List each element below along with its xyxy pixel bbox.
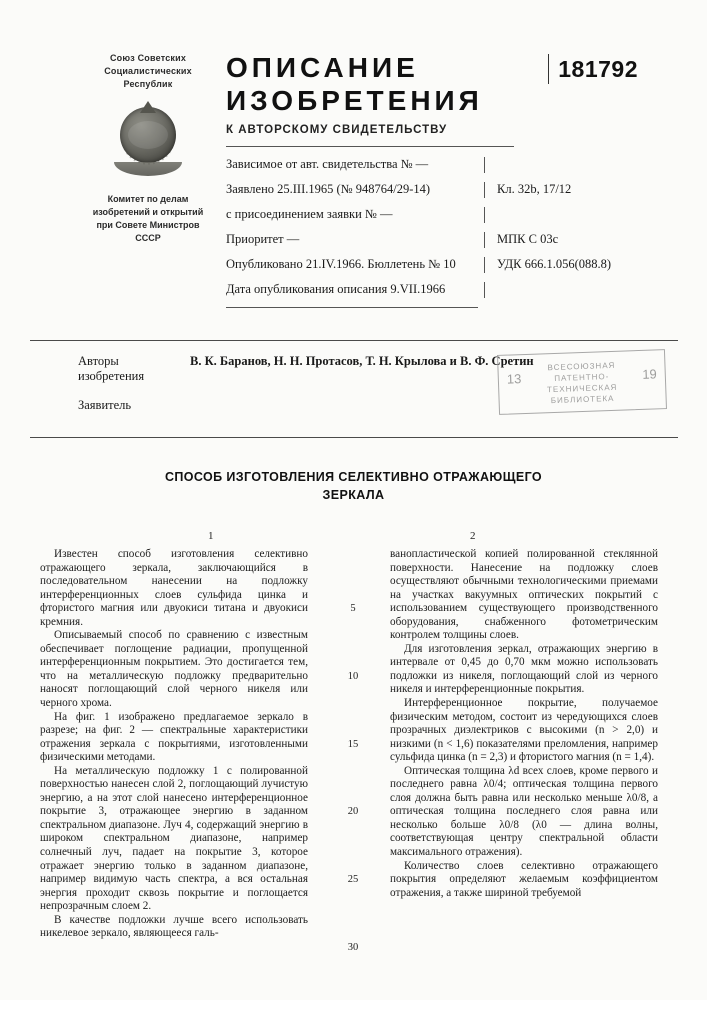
line-number: 5 bbox=[350, 603, 356, 615]
authors-label bbox=[78, 354, 190, 384]
line-number-slot bbox=[345, 805, 361, 873]
meta-table-bottom-divider bbox=[226, 307, 478, 308]
meta-filed: Заявлено 25.III.1965 (№ 948764/29-14) bbox=[226, 182, 485, 198]
table-row bbox=[226, 282, 638, 298]
body-column-left bbox=[40, 548, 308, 941]
state-name-line-2: Социалистических bbox=[104, 66, 192, 76]
paragraph: ванопластической копией полированной стеклянной поверхности. Нанесение на подложку слоев осуществляют обычными технологическими приемами на участках вакуумных оптических покрытий с использованием существующего производственного оборудования, снабженного фотометрическим контролем толщины слоев. bbox=[390, 548, 658, 642]
state-name bbox=[78, 52, 218, 91]
table-row bbox=[226, 257, 638, 273]
meta-udc: УДК 666.1.056(088.8) bbox=[497, 257, 612, 271]
meta-published: Опубликовано 21.IV.1966. Бюллетень № 10 bbox=[226, 257, 485, 273]
meta-right-0 bbox=[485, 157, 497, 173]
title-row bbox=[226, 52, 638, 84]
document-meta-table bbox=[226, 157, 638, 308]
invention-title-line-1: СПОСОБ ИЗГОТОВЛЕНИЯ СЕЛЕКТИВНО ОТРАЖАЮЩЕГО bbox=[164, 470, 543, 484]
stamp-line-4: БИБЛИОТЕКА bbox=[550, 393, 615, 406]
paragraph: Интерференционное покрытие, получаемое физическим методом, состоит из чередующихся слоев прозрачных диэлектриков с высокими (n > 2,0) и низкими (n < 1,6) показателями преломления, например сульфида цинка (n = 2,3) и фтористого магния (n = 1,4). bbox=[390, 697, 658, 764]
line-number: 15 bbox=[347, 738, 359, 750]
line-number-slot bbox=[345, 941, 361, 1009]
meta-right-2 bbox=[485, 207, 497, 223]
line-number: 25 bbox=[347, 874, 359, 886]
paragraph: Описываемый способ по сравнению с известным обеспечивает поглощение радиации, пропущенной интерференционным покрытием. Это достигается тем, что на металлическую подложку предварительно наносят поглощающий слой черного никеля или черного хрома. bbox=[40, 629, 308, 710]
committee-line-1: Комитет по делам bbox=[107, 194, 189, 204]
authors-bottom-divider bbox=[30, 437, 678, 438]
line-number-slot bbox=[345, 602, 361, 670]
meta-priority: Приоритет — bbox=[226, 232, 485, 248]
header-bottom-divider bbox=[30, 340, 678, 341]
committee-name bbox=[78, 193, 218, 245]
document-number: 181792 bbox=[548, 54, 638, 84]
body-column-right bbox=[390, 548, 658, 900]
state-name-line-3: Республик bbox=[123, 79, 173, 89]
emblem-star bbox=[140, 101, 156, 113]
paragraph: Количество слоев селективно отражающего покрытия определяют желаемым коэффициентом отражения, а также шириной требуемой bbox=[390, 859, 658, 899]
paragraph: Оптическая толщина λd всех слоев, кроме первого и последнего равна λ0/4; оптическая толщина первого слоя должна быть равна или несколько меньше λ0/8, а оптическая толщина последнего слоя равна или несколько больше λ0/8 (λ0 — длина волны, соответствующая центру спектральной области максимального отражения). bbox=[390, 764, 658, 859]
table-row bbox=[226, 232, 638, 248]
stamp-line-1: ВСЕСОЮЗНАЯ bbox=[547, 360, 616, 373]
table-row bbox=[226, 182, 638, 198]
emblem-column bbox=[78, 52, 218, 245]
stamp-line-2: ПАТЕНТНО- bbox=[554, 372, 610, 383]
table-row bbox=[226, 207, 638, 223]
meta-joined-application: с присоединением заявки № — bbox=[226, 207, 485, 223]
committee-line-2: изобретений и открытий bbox=[92, 207, 204, 217]
document-title-line-2: ИЗОБРЕТЕНИЯ bbox=[226, 85, 483, 116]
document-header bbox=[78, 52, 638, 337]
authors-names: В. К. Баранов, Н. Н. Протасов, Т. Н. Крылова и В. Ф. Сретин bbox=[190, 354, 534, 368]
library-stamp bbox=[497, 349, 667, 415]
stamp-number-left: 13 bbox=[506, 371, 522, 387]
line-number-slot bbox=[345, 873, 361, 941]
paragraph: На металлическую подложку 1 с полированной поверхностью нанесен слой 2, поглощающий лучистую энергию, а на этот слой нанесено интерференционное покрытие 3, отражающее энергию в заданном спектральном диапазоне. Луч 4, содержащий энергию в широком спектральном диапазоне, например солнечный луч, падает на покрытие 3, которое отражает энергию только в заданном диапазоне, например видимую часть спектра, а вся остальная энергия проходит сквозь покрытие и поглощается непрозрачным слоем 2. bbox=[40, 764, 308, 913]
stamp-number-right: 19 bbox=[642, 366, 658, 382]
emblem-globe bbox=[120, 107, 176, 163]
committee-line-4: СССР bbox=[135, 233, 161, 243]
state-name-line-1: Союз Советских bbox=[109, 53, 187, 63]
emblem-ribbon bbox=[114, 162, 182, 176]
committee-line-3: при Совете Министров bbox=[96, 220, 200, 230]
line-number: 10 bbox=[347, 670, 359, 682]
document-subtitle: К АВТОРСКОМУ СВИДЕТЕЛЬСТВУ bbox=[226, 124, 448, 136]
stamp-line-3: ТЕХНИЧЕСКАЯ bbox=[546, 382, 618, 395]
column-number-2: 2 bbox=[470, 530, 476, 542]
meta-description-date: Дата опубликования описания 9.VII.1966 bbox=[226, 282, 485, 298]
soviet-emblem-icon bbox=[111, 101, 185, 181]
line-number: 30 bbox=[347, 941, 359, 953]
line-number-slot bbox=[345, 670, 361, 738]
meta-right-5 bbox=[485, 282, 497, 298]
authors-label-line-1: Авторы bbox=[78, 354, 119, 368]
paragraph: Известен способ изготовления селективно отражающего зеркала, заключающийся в последовательном нанесении на подложку интерференционных слоев сульфида цинка и фтористого магния или двуокиси титана и двуокиси кремния. bbox=[40, 548, 308, 628]
authors-label-line-2: изобретения bbox=[78, 369, 145, 383]
title-divider bbox=[226, 146, 514, 147]
line-number-gutter bbox=[345, 548, 361, 1009]
invention-title-line-2: ЗЕРКАЛА bbox=[322, 488, 385, 502]
meta-ipc: МПК С 03с bbox=[497, 232, 559, 246]
column-number-1: 1 bbox=[208, 530, 214, 542]
paragraph: В качестве подложки лучше всего использовать никелевое зеркало, являющееся галь- bbox=[40, 913, 308, 940]
page-title bbox=[0, 468, 707, 504]
meta-class: Кл. 32b, 17/12 bbox=[497, 182, 572, 196]
paragraph: На фиг. 1 изображено предлагаемое зеркало в разрезе; на фиг. 2 — спектральные характеристики отражения зеркала с покрытиями, изготовленными физическими методами. bbox=[40, 710, 308, 764]
document-title-line-1: ОПИСАНИЕ bbox=[226, 52, 419, 83]
meta-dependent-certificate: Зависимое от авт. свидетельства № — bbox=[226, 157, 485, 173]
header-main-column bbox=[226, 52, 638, 308]
applicant-label: Заявитель bbox=[78, 398, 132, 412]
table-row bbox=[226, 157, 638, 173]
paragraph: Для изготовления зеркал, отражающих энергию в интервале от 0,45 до 0,70 мкм можно использовать подложки из никеля, поглощающий слой из черного никеля и интерференционные покрытия. bbox=[390, 642, 658, 696]
line-number: 20 bbox=[347, 806, 359, 818]
line-number-slot bbox=[345, 738, 361, 806]
